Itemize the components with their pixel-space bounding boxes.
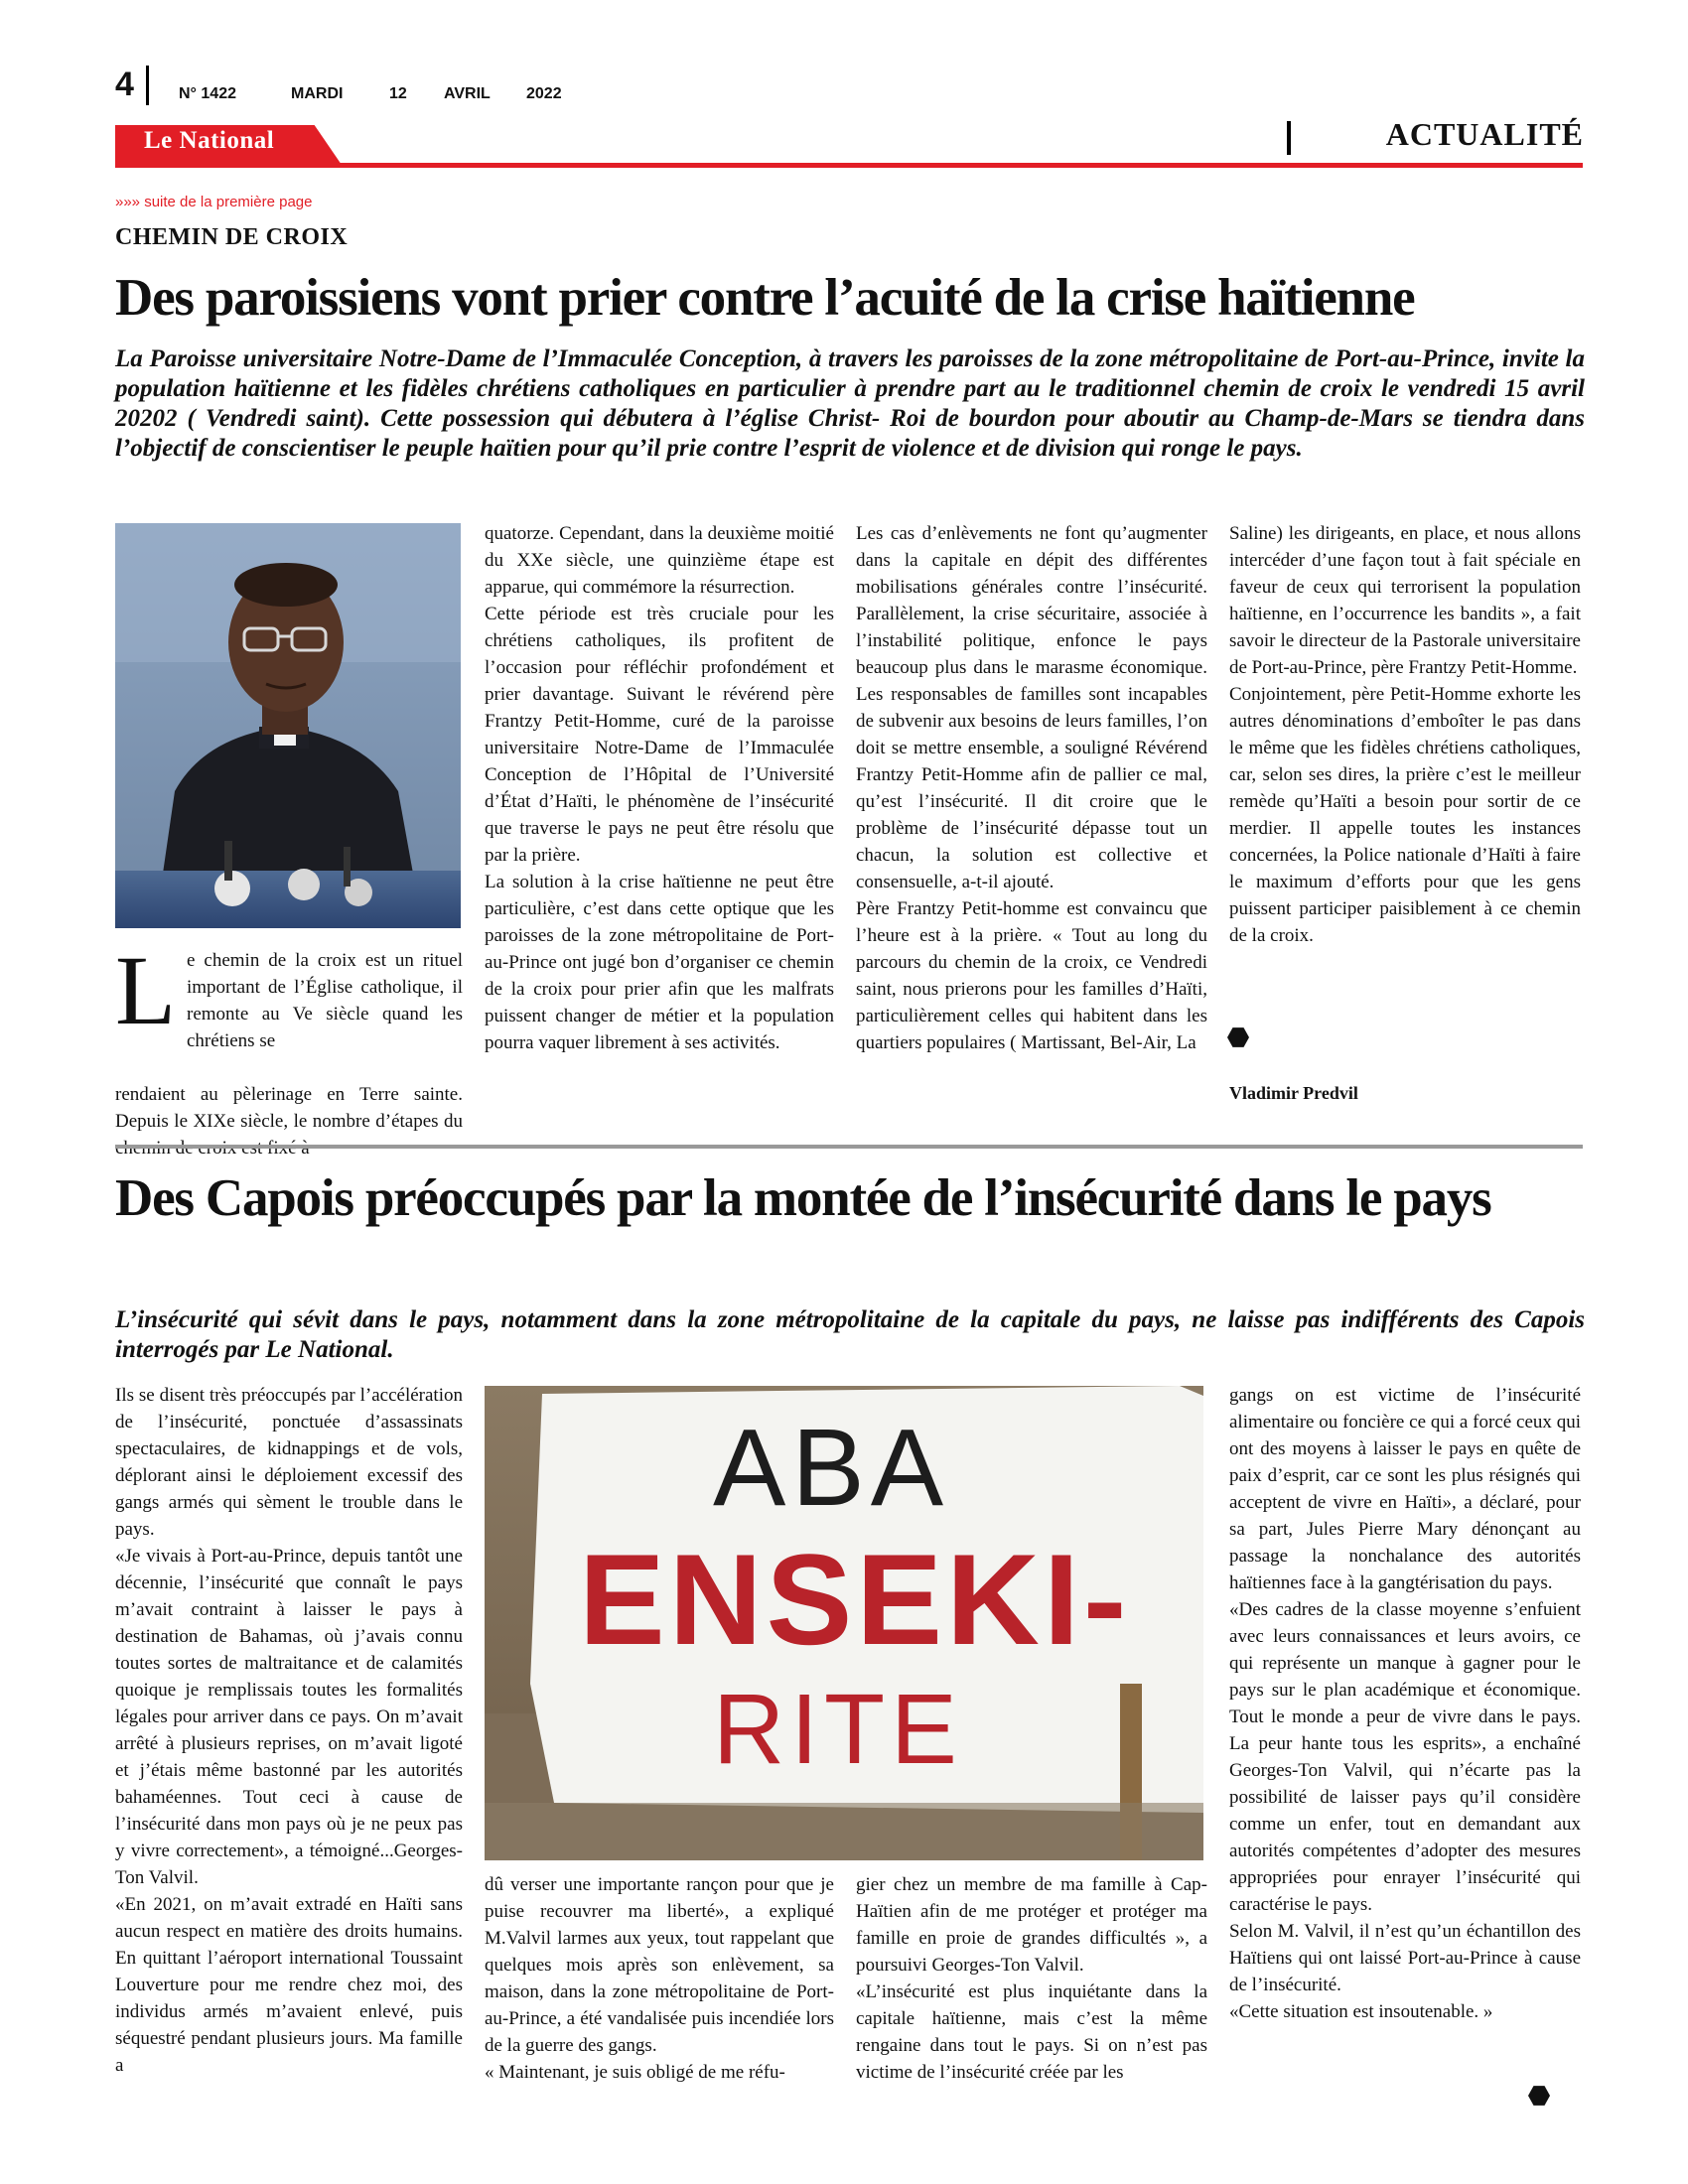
paragraph: Les cas d’enlèvements ne font qu’augmenter dans la capitale en dépit des différentes mobilisations générales contre l’insécurité. Parallèlement, la crise sécuritaire, associée à l’instabilité politique, enfonce le pays beaucoup plus dans le marasme économique. Les responsables de familles sont incapables de subvenir aux besoins de leurs familles, l’on doit se mettre ensemble, a souligné Révérend Frantzy Petit-Homme afin de pallier ce mal, qu’est l’insécurité. Il dit croire que le problème de l’insécurité dépasse tout un chacun, la solution est collective et consensuelle, a-t-il ajouté.	[856, 523, 1207, 892]
section-title: ACTUALITÉ	[1385, 116, 1584, 152]
end-of-article-icon	[1227, 1026, 1249, 1053]
continued-note: »»» suite de la première page	[115, 194, 313, 210]
priest-photo	[115, 523, 461, 928]
page-number: 4	[115, 66, 134, 103]
paragraph: quatorze. Cependant, dans la deuxième moitié du XXe siècle, une quinzième étape est apparue, qui commémore la résurrection.	[485, 523, 834, 598]
article2-column-1	[115, 1382, 463, 2079]
article2-column-3	[856, 1871, 1207, 2086]
paragraph: «En 2021, on m’avait extradé en Haïti sans aucun respect en matière des droits humains. En quittant l’aéroport international Toussaint Louverture pour me rendre chez moi, des individus armés m’avaient enlevé, puis séquestré pendant plusieurs jours. Ma famille a	[115, 1894, 463, 2076]
paragraph: Ils se disent très préoccupés par l’accélération de l’insécurité, ponctuée d’assassinats spectaculaires, de kidnappings et de vols, déplorant ainsi le déploiement excessif des gangs armés qui sèment le trouble dans le pays.	[115, 1385, 463, 1540]
paragraph: La solution à la crise haïtienne ne peut être particulière, c’est dans cette optique que les paroisses de la zone métropolitaine de Port-au-Prince ont jugé bon d’organiser ce chemin de la croix pour prier afin que les malfrats puissent changer de métier et la population pourra vaquer librement à ses activités.	[485, 872, 834, 1053]
paragraph: gangs on est victime de l’insécurité alimentaire ou foncière ce qui a forcé ceux qui ont des moyens à laisser le pays en quête de paix d’esprit, car ce sont les plus résignés qui acceptent de vivre en Haïti», a déclaré, pour sa part, Jules Pierre Mary dénonçant au passage la nonchalance des autorités haïtiennes face à la gangtérisation du pays.	[1229, 1385, 1581, 1593]
issue-day: 12	[389, 85, 407, 102]
paragraph: Père Frantzy Petit-homme est convaincu que l’heure est à la prière. « Tout au long du parcours du chemin de la croix, ce Vendredi saint, nous prierons pour les familles d’Haïti, particulièrement celles qui habitent dans les quartiers populaires ( Martissant, Bel-Air, La	[856, 898, 1207, 1053]
article2-headline: Des Capois préoccupés par la montée de l’insécurité dans le pays	[115, 1169, 1491, 1227]
dropcap-letter: L	[115, 935, 177, 1045]
issue-year: 2022	[526, 85, 562, 102]
paragraph: «Cette situation est insoutenable. »	[1229, 2001, 1493, 2022]
issue-number: N° 1422	[179, 85, 236, 102]
article2-column-2	[485, 1871, 834, 2086]
sign-text-line2: ENSEKI-	[579, 1527, 1131, 1672]
article1-column-3	[856, 520, 1207, 1056]
paragraph: Conjointement, père Petit-Homme exhorte les autres dénominations d’emboîter le pas dans le même que les fidèles chrétiens catholiques, car, selon ses dires, la prière c’est le meilleur remède qu’Haïti a besoin pour sortir de ce merdier. Il appelle toutes les instances concernées, la Police nationale d’Haïti à faire le maximum d’efforts pour que les gens puissent participer paisiblement à ce chemin de la croix.	[1229, 684, 1581, 946]
article1-headline: Des paroissiens vont prier contre l’acuité de la crise haïtienne	[115, 269, 1415, 327]
article2-column-4	[1229, 1382, 1581, 2025]
article-separator	[115, 1145, 1583, 1149]
paragraph: Saline) les dirigeants, en place, et nous allons intercéder d’une façon tout à fait spéciale en faveur de ceux qui terrorisent la population haïtienne, en l’occurrence les bandits », a fait savoir le directeur de la Pastorale universitaire de Port-au-Prince, père Frantzy Petit-Homme.	[1229, 523, 1581, 678]
paragraph: rendaient au pèlerinage en Terre sainte. Depuis le XIXe siècle, le nombre d’étapes du	[115, 1084, 463, 1132]
article1-column-1	[115, 1081, 463, 1161]
sign-text-line3: RITE	[713, 1674, 963, 1785]
paragraph: «L’insécurité est plus inquiétante dans la capitale haïtienne, mais c’est la même rengaine dans tout le pays. Si on n’est pas victime de l’insécurité créée par les	[856, 1981, 1207, 2083]
article1-intro: e chemin de la croix est un rituel important de l’Église catholique, il remonte au Ve siècle quand les chrétiens se	[187, 950, 463, 1051]
paragraph: dû verser une importante rançon pour que je puise recouvrer ma liberté», a expliqué M.Valvil larmes aux yeux, tout rappelant que quelques mois après son enlèvement, sa maison, dans la zone métropolitaine de Port-au-Prince, a été vandalisée puis incendiée lors de la guerre des gangs.	[485, 1874, 834, 2056]
sign-text-line1: ABA	[713, 1407, 950, 1529]
issue-month: AVRIL	[444, 85, 491, 102]
protest-sign-photo	[485, 1386, 1203, 1860]
paragraph: « Maintenant, je suis obligé de me réfu-	[485, 2062, 785, 2083]
paragraph: Cette période est très cruciale pour les chrétiens catholiques, ils profitent de l’occasion pour réfléchir profondément et prier davantage. Suivant le révérend père Frantzy Petit-Homme, curé de la paroisse universitaire Notre-Dame de l’Immaculée Conception de l’Hôpital de l’Université d’État d’Haïti, le phénomène de l’insécurité que traverse le pays ne peut être résolu que par la prière.	[485, 604, 834, 866]
issue-weekday: MARDI	[291, 85, 344, 102]
article1-column-4	[1229, 520, 1581, 949]
article2-lede: L’insécurité qui sévit dans le pays, notamment dans la zone métropolitaine de la capitale du pays, ne laisse pas indifférents des Capois interrogés par Le National.	[115, 1306, 1585, 1363]
end-of-article-icon	[1528, 2085, 1550, 2112]
header-rule	[115, 163, 1583, 168]
article1-lede: La Paroisse universitaire Notre-Dame de l’Immaculée Conception, à travers les paroisses de la zone métropolitaine de Port-au-Prince, invite la population haïtienne et les fidèles chrétiens catholiques en particulier à prendre part au le traditionnel chemin de croix le vendredi 15 avril 20202 ( Vendredi saint). Cette possession qui débutera à l’église Christ- Roi de bourdon pour aboutir au Champ-de-Mars se tiendra dans l’objectif de conscientiser le peuple haïtien pour qu’il prie contre l’esprit de violence et de division qui ronge le pays.	[115, 345, 1585, 462]
brand-name: Le National	[144, 127, 275, 154]
paragraph: gier chez un membre de ma famille à Cap- Haïtien afin de me protéger et protéger ma famille en proie de grandes difficultés », a poursuivi Georges-Ton Valvil.	[856, 1874, 1207, 1976]
article1-byline: Vladimir Predvil	[1229, 1083, 1358, 1103]
article1-column-2	[485, 520, 834, 1056]
header-divider	[146, 66, 149, 105]
section-divider	[1287, 121, 1291, 155]
article1-kicker: CHEMIN DE CROIX	[115, 224, 349, 250]
paragraph: «Je vivais à Port-au-Prince, depuis tantôt une décennie, l’insécurité que connaît le pays m’avait contraint à laisser le pays à destination de Bahamas, où j’avais connu toutes sortes de maltraitance et de calamités quoique je remplissais toutes les formalités légales pour arriver dans ce pays. On m’avait arrêté à plusieurs reprises, on m’avait ligoté et j’étais même bastonné par les autorités bahaméennes. Tout ceci à cause de l’insécurité dans mon pays où je ne peux pas y vivre correctement», a témoigné...Georges-Ton Valvil.	[115, 1546, 463, 1888]
paragraph: Selon M. Valvil, il n’est qu’un échantillon des Haïtiens qui ont laissé Port-au-Prince à cause de l’insécurité.	[1229, 1921, 1581, 1995]
paragraph: «Des cadres de la classe moyenne s’enfuient avec leurs connaissances et leurs avoirs, ce qui représente un manque à gagner pour le pays sur le plan académique et économique. Tout le monde a peur de vivre dans le pays. La peur hante tous les esprits», a enchaîné Georges-Ton Valvil, qui n’écarte pas la possibilité de laisser pays qu’il considère comme un enfer, tout en demandant aux autorités compétentes d’adopter des mesures appropriées pour enrayer l’insécurité qui caractérise le pays.	[1229, 1599, 1581, 1915]
